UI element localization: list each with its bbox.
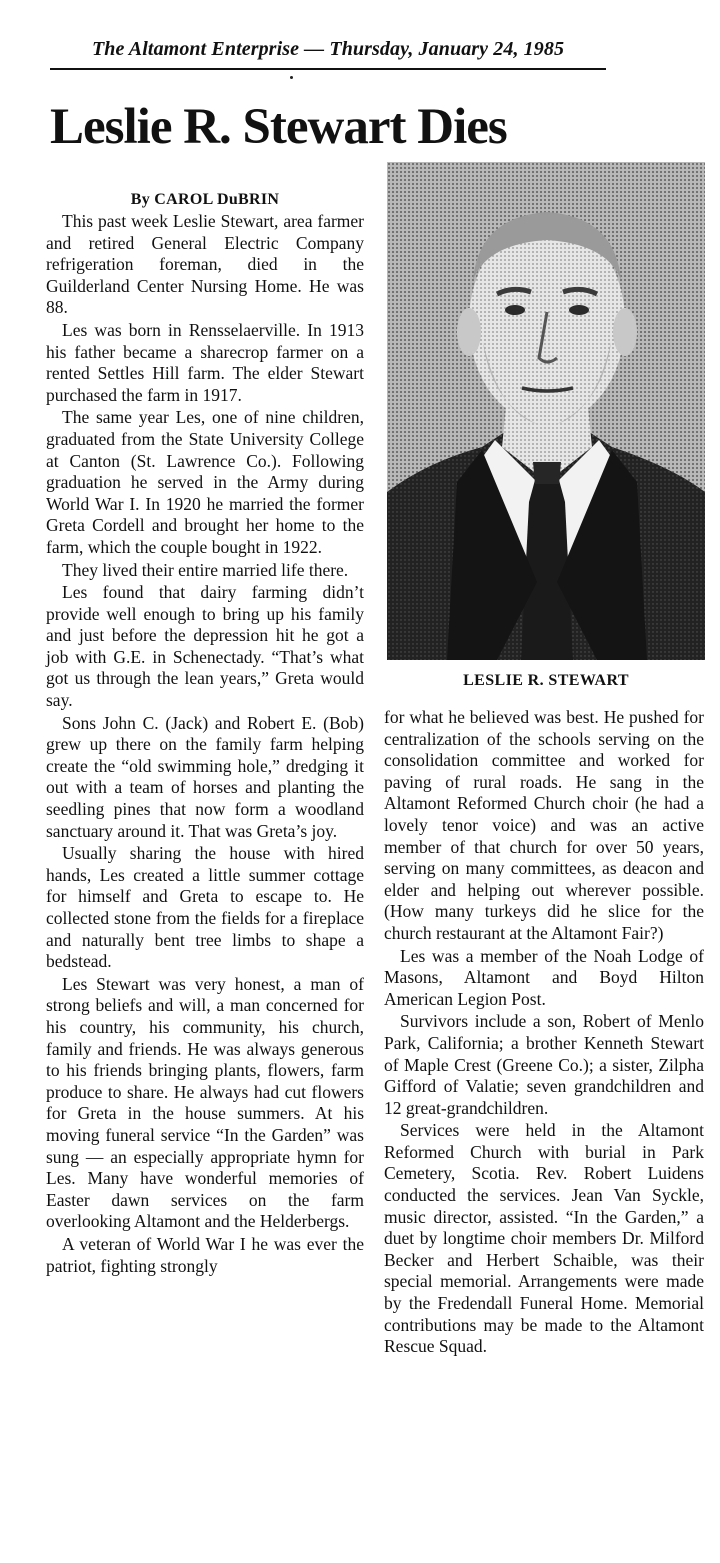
portrait-photo — [387, 162, 705, 660]
paragraph: They lived their entire married life there. — [62, 559, 349, 580]
paragraph: Sons John C. (Jack) and Robert E. (Bob) grew up there on the family farm helping create the “old swimming hole,” dredging it out with a team of horses and planting the seedling pines that now form a woodland sanctuary around it. That was Greta’s joy. — [46, 712, 364, 841]
paragraph: Les was born in Rensselaerville. In 1913 his father became a sharecrop farmer on a rented Settles Hill farm. The elder Stewart purchased the farm in 1917. — [46, 319, 364, 405]
article-column-right — [384, 707, 704, 1359]
masthead: The Altamont Enterprise — Thursday, January 24, 1985 — [91, 38, 565, 60]
paragraph: This past week Leslie Stewart, area farmer and retired General Electric Company refrigeration foreman, died in the Guilderland Center Nursing Home. He was 88. — [46, 211, 364, 318]
paragraph: Les Stewart was very honest, a man of strong beliefs and will, a man concerned for his country, his community, his church, family and friends. He was always generous to his friends bringing plants, flowers, farm produce to share. He always had cut flowers for Greta in the house summers. At his moving funeral service “In the Garden” was sung — an especially appropriate hymn for Les. Many have wonderful memories of Easter dawn services on the farm overlooking Altamont and the Helderbergs. — [46, 973, 364, 1232]
paragraph: The same year Les, one of nine children, graduated from the State University College at Canton (St. Lawrence Co.). Following graduation he served in the Army during World War I. In 1920 he married the former Greta Cordell and brought her home to the farm, which the couple bought in 1922. — [46, 407, 364, 557]
byline: By CAROL DuBRIN — [130, 191, 280, 208]
paragraph: for what he believed was best. He pushed for centralization of the schools serving on the consolidation committee and worked for paving of rural roads. He sang in the Altamont Reformed Church choir (he had a lovely tenor voice) and was an active member of that church for over 50 years, serving on many committees, as deacon and elder and helping out wherever possible. (How many turkeys did he slice for the church restaurant at the Altamont Fair?) — [384, 707, 704, 943]
paragraph: Survivors include a son, Robert of Menlo Park, California; a brother Kenneth Stewart of Maple Crest (Greene Co.); a sister, Zilpha Gifford of Valatie; seven grandchildren and 12 great-grandchildren. — [384, 1011, 704, 1118]
paragraph: Les found that dairy farming didn’t provide well enough to bring up his family and just before the depression hit he got a job with G.E. in Schenectady. “That’s what got us through the lean years,” Greta would say. — [46, 582, 364, 711]
paragraph: Les was a member of the Noah Lodge of Masons, Altamont and Boyd Hilton American Legion Post. — [384, 945, 704, 1009]
photo-caption: LESLIE R. STEWART — [463, 672, 629, 689]
print-speck — [290, 76, 293, 79]
paragraph: Usually sharing the house with hired hands, Les created a little summer cottage for himself and Greta to escape to. He collected stone from the fields for a fireplace and naturally bent tree limbs to shape a bedstead. — [46, 843, 364, 972]
masthead-rule — [50, 68, 606, 70]
paragraph: A veteran of World War I he was ever the patriot, fighting strongly — [46, 1233, 364, 1276]
paragraph: Services were held in the Altamont Reformed Church with burial in Park Cemetery, Scotia. Rev. Robert Luidens conducted the services. Jean Van Syckle, music director, assisted. “In the Garden,” a duet by longtime choir members Dr. Milford Becker and Herbert Schaible, was their special memorial. Arrangements were made by the Fredendall Funeral Home. Memorial contributions may be made to the Altamont Rescue Squad. — [384, 1120, 704, 1357]
headline: Leslie R. Stewart Dies — [50, 99, 507, 155]
article-column-left — [46, 189, 364, 1278]
